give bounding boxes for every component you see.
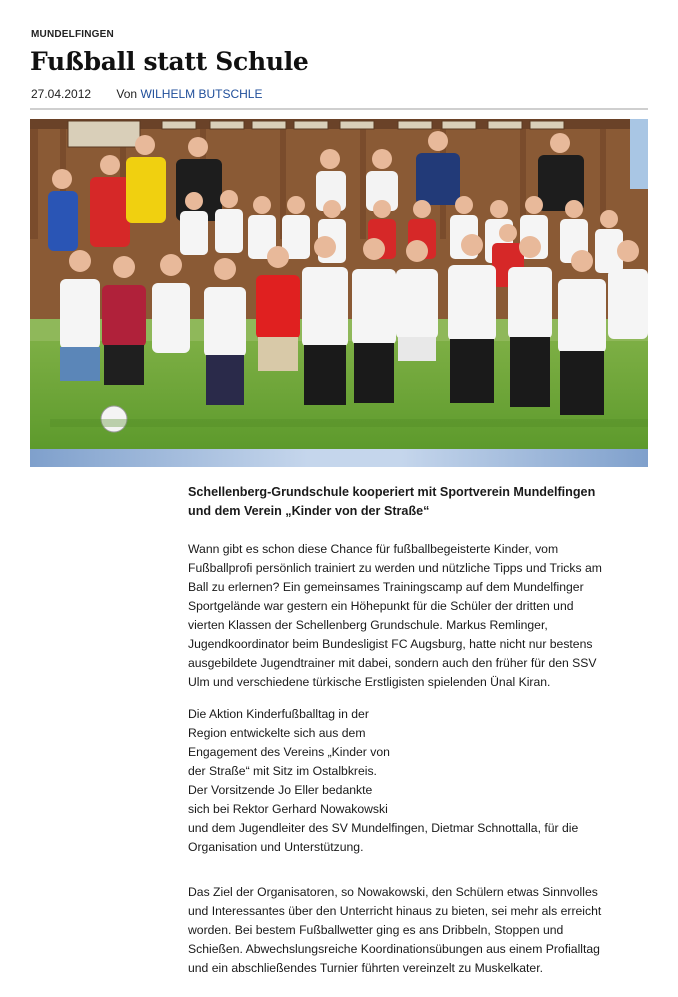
article-body — [188, 483, 638, 991]
text-line: Region entwickelte sich aus dem — [188, 726, 366, 740]
text-line: und Interessantes über den Unterricht hinaus zu bieten, sei mehr als erreicht — [188, 904, 602, 918]
text-line: und dem Jugendleiter des SV Mundelfingen, Dietmar Schnottalla, für die — [188, 821, 579, 835]
subhead-line: und dem Verein „Kinder von der Straße“ — [188, 504, 430, 518]
text-line: worden. Bei bestem Fußballwetter ging es ans Dribbeln, Stoppen und — [188, 923, 564, 937]
text-line: ausgebildete Jugendtrainer mit dabei, sondern auch den früher für den SSV — [188, 656, 597, 670]
subhead-line: Schellenberg-Grundschule kooperiert mit Sportverein Mundelfingen — [188, 485, 596, 499]
text-line: Ulm und verschiedene türkische Erstligisten spielenden Ünal Kiran. — [188, 675, 551, 689]
text-line: Organisation und Unterstützung. — [188, 840, 364, 854]
section-label: MUNDELFINGEN — [31, 29, 114, 40]
text-line: und ein abschließendes Turnier führten vereinzelt zu Muskelkater. — [188, 961, 543, 975]
text-line: Wann gibt es schon diese Chance für fußballbegeisterte Kinder, vom — [188, 542, 559, 556]
paragraph-initiative — [188, 705, 638, 857]
header-divider — [30, 108, 648, 110]
text-line: Sportgelände war gestern ein Höhepunkt für die Schüler der dritten und — [188, 599, 574, 613]
article-meta — [31, 87, 262, 101]
text-line: sich bei Rektor Gerhard Nowakowski — [188, 802, 388, 816]
text-line: Das Ziel der Organisatoren, so Nowakowski, den Schülern etwas Sinnvolles — [188, 885, 598, 899]
text-line: Jugendkoordinator beim Bundesligist FC Augsburg, hatte nicht nur bestens — [188, 637, 593, 651]
text-line: Schießen. Abwechslungsreiche Koordinationsübungen aus einem Profialltag — [188, 942, 600, 956]
article-subhead — [188, 483, 638, 521]
photo-caption-bar — [30, 449, 648, 467]
publish-date: 27.04.2012 — [31, 87, 92, 101]
text-line: der Straße“ mit Sitz im Ostalbkreis. — [188, 764, 377, 778]
paragraph-goal — [188, 883, 638, 978]
byline-prefix: Von — [116, 87, 138, 101]
team-photo — [30, 119, 648, 449]
text-line: vierten Klassen der Schellenberg Grundschule. Markus Remlinger, — [188, 618, 548, 632]
text-line: Fußballprofi persönlich trainiert zu werden und nützliche Tipps und Tricks am — [188, 561, 602, 575]
author-link[interactable]: WILHELM BUTSCHLE — [140, 87, 263, 101]
text-line: Die Aktion Kinderfußballtag in der — [188, 707, 369, 721]
text-line: Engagement des Vereins „Kinder von — [188, 745, 390, 759]
article-title: Fußball statt Schule — [30, 47, 309, 76]
paragraph-intro — [188, 540, 638, 692]
text-line: Der Vorsitzende Jo Eller bedankte — [188, 783, 373, 797]
text-line: Ball zu erlernen? Ein gemeinsames Trainingscamp auf dem Mundelfinger — [188, 580, 584, 594]
